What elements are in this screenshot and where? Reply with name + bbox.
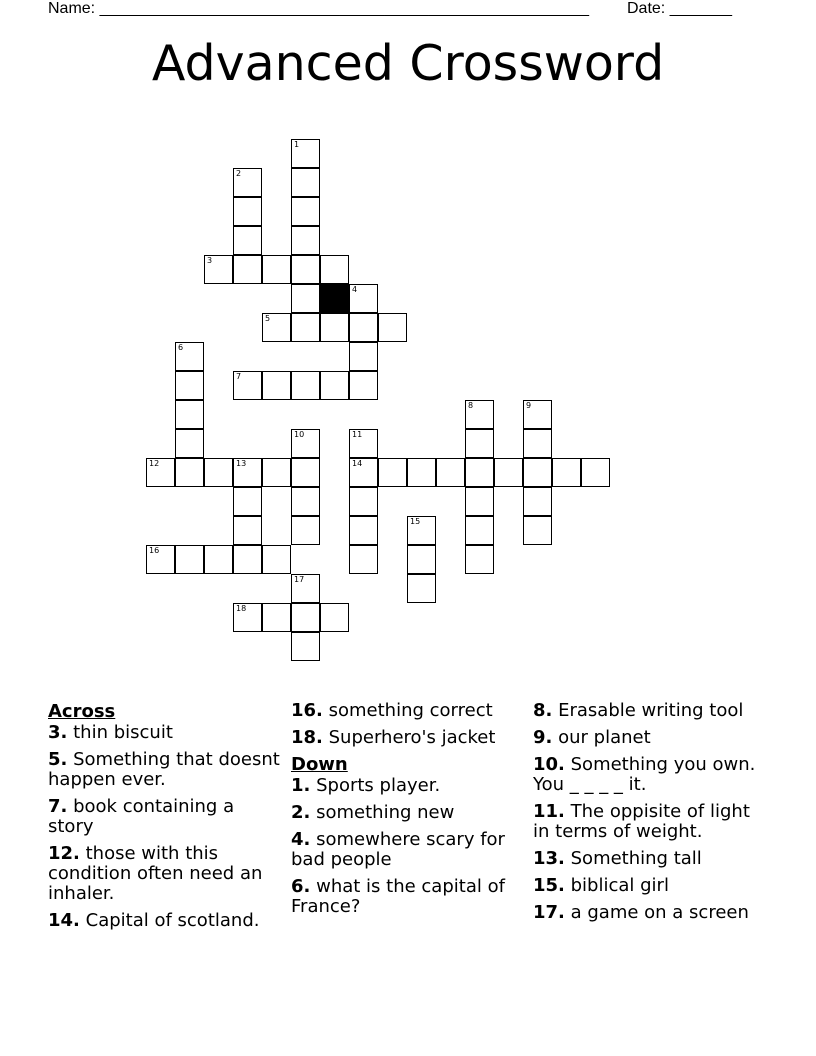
grid-cell[interactable]	[581, 458, 610, 487]
clue-number: 1	[294, 140, 300, 149]
clue-number: 18	[236, 604, 247, 613]
clue-down-1: 1. Sports player.	[291, 775, 441, 796]
clue-across-7: 7. book containing a story	[48, 796, 235, 837]
clue-number: 7	[236, 372, 242, 381]
grid-cell[interactable]	[291, 197, 320, 226]
clue-across-12: 12. those with this condition often need an inhaler.	[48, 843, 263, 904]
grid-cell[interactable]	[291, 487, 320, 516]
clue-down-13: 13. Something tall	[533, 848, 702, 869]
clue-number: 11	[352, 430, 363, 439]
grid-cell[interactable]	[262, 255, 291, 284]
clue-across-16: 16. something correct	[291, 700, 493, 721]
grid-cell[interactable]	[291, 313, 320, 342]
clue-number: 5	[265, 314, 271, 323]
grid-cell[interactable]	[291, 371, 320, 400]
grid-cell[interactable]	[233, 197, 262, 226]
clue-number: 9	[526, 401, 532, 410]
grid-cell[interactable]	[465, 516, 494, 545]
grid-cell[interactable]	[291, 255, 320, 284]
grid-cell[interactable]	[175, 400, 204, 429]
clue-number: 13	[236, 459, 247, 468]
grid-cell[interactable]	[291, 429, 320, 458]
clue-down-9: 9. our planet	[533, 727, 651, 748]
grid-cell[interactable]	[262, 545, 291, 574]
grid-cell[interactable]	[262, 313, 291, 342]
across-heading: Across	[48, 701, 116, 722]
grid-cell[interactable]	[291, 574, 320, 603]
grid-cell[interactable]	[233, 255, 262, 284]
grid-cell[interactable]	[465, 545, 494, 574]
clue-down-6: 6. what is the capital of France?	[291, 876, 505, 917]
grid-cell[interactable]	[291, 226, 320, 255]
grid-cell[interactable]	[291, 632, 320, 661]
grid-cell[interactable]	[465, 400, 494, 429]
grid-cell[interactable]	[436, 458, 465, 487]
grid-cell[interactable]	[465, 487, 494, 516]
grid-cell[interactable]	[407, 458, 436, 487]
grid-cell[interactable]	[320, 255, 349, 284]
grid-cell[interactable]	[407, 545, 436, 574]
grid-cell[interactable]	[175, 429, 204, 458]
clue-across-5: 5. Something that doesnt happen ever.	[48, 749, 280, 790]
date-field: Date: _______	[627, 0, 732, 17]
grid-cell[interactable]	[204, 458, 233, 487]
clue-down-11: 11. The oppisite of light in terms of weight.	[533, 801, 750, 842]
grid-block	[320, 284, 349, 313]
clue-number: 17	[294, 575, 305, 584]
clue-number: 6	[178, 343, 184, 352]
grid-cell[interactable]	[523, 458, 552, 487]
grid-cell[interactable]	[233, 226, 262, 255]
grid-cell[interactable]	[291, 284, 320, 313]
grid-cell[interactable]	[291, 458, 320, 487]
grid-cell[interactable]	[291, 603, 320, 632]
grid-cell[interactable]	[465, 458, 494, 487]
grid-cell[interactable]	[233, 371, 262, 400]
clue-down-17: 17. a game on a screen	[533, 902, 749, 923]
grid-cell[interactable]	[320, 371, 349, 400]
grid-cell[interactable]	[349, 516, 378, 545]
grid-cell[interactable]	[204, 255, 233, 284]
grid-cell[interactable]	[233, 545, 262, 574]
grid-cell[interactable]	[349, 545, 378, 574]
clue-number: 8	[468, 401, 474, 410]
grid-cell[interactable]	[291, 139, 320, 168]
grid-cell[interactable]	[349, 284, 378, 313]
grid-cell[interactable]	[320, 313, 349, 342]
grid-cell[interactable]	[146, 458, 175, 487]
grid-cell[interactable]	[523, 429, 552, 458]
grid-cell[interactable]	[523, 487, 552, 516]
grid-cell[interactable]	[523, 400, 552, 429]
grid-cell[interactable]	[233, 603, 262, 632]
grid-cell[interactable]	[204, 545, 233, 574]
name-field: Name: _______________________________________________________	[48, 0, 589, 17]
grid-cell[interactable]	[349, 371, 378, 400]
clue-column-2	[291, 701, 526, 924]
clue-number: 15	[410, 517, 421, 526]
clue-column-3	[533, 701, 768, 930]
clue-number: 4	[352, 285, 358, 294]
grid-cell[interactable]	[320, 603, 349, 632]
clue-down-8: 8. Erasable writing tool	[533, 700, 744, 721]
clue-number: 12	[149, 459, 160, 468]
grid-cell[interactable]	[349, 342, 378, 371]
grid-cell[interactable]	[233, 458, 262, 487]
grid-cell[interactable]	[378, 313, 407, 342]
clue-across-3: 3. thin biscuit	[48, 722, 173, 743]
grid-cell[interactable]	[233, 516, 262, 545]
clue-down-15: 15. biblical girl	[533, 875, 669, 896]
grid-cell[interactable]	[146, 545, 175, 574]
grid-cell[interactable]	[175, 342, 204, 371]
clue-down-2: 2. something new	[291, 802, 455, 823]
grid-cell[interactable]	[291, 516, 320, 545]
grid-cell[interactable]	[349, 487, 378, 516]
grid-cell[interactable]	[407, 574, 436, 603]
grid-cell[interactable]	[233, 168, 262, 197]
clue-number: 2	[236, 169, 242, 178]
clue-number: 10	[294, 430, 305, 439]
clue-number: 14	[352, 459, 363, 468]
clue-number: 16	[149, 546, 160, 555]
grid-cell[interactable]	[262, 458, 291, 487]
clue-down-4: 4. somewhere scary for bad people	[291, 829, 505, 870]
clue-number: 3	[207, 256, 213, 265]
grid-cell[interactable]	[233, 487, 262, 516]
clue-down-10: 10. Something you own. You _ _ _ _ it.	[533, 754, 756, 795]
grid-cell[interactable]	[349, 458, 378, 487]
clue-across-18: 18. Superhero's jacket	[291, 727, 496, 748]
grid-cell[interactable]	[262, 603, 291, 632]
grid-cell[interactable]	[291, 168, 320, 197]
grid-cell[interactable]	[552, 458, 581, 487]
grid-cell[interactable]	[262, 371, 291, 400]
grid-cell[interactable]	[465, 429, 494, 458]
grid-cell[interactable]	[494, 458, 523, 487]
grid-cell[interactable]	[349, 313, 378, 342]
page-title: Advanced Crossword	[151, 35, 665, 92]
grid-cell[interactable]	[523, 516, 552, 545]
grid-cell[interactable]	[175, 545, 204, 574]
grid-cell[interactable]	[175, 371, 204, 400]
clue-column-1	[48, 701, 283, 938]
grid-cell[interactable]	[407, 516, 436, 545]
grid-cell[interactable]	[378, 458, 407, 487]
grid-cell[interactable]	[175, 458, 204, 487]
clue-across-14: 14. Capital of scotland.	[48, 910, 260, 931]
grid-cell[interactable]	[349, 429, 378, 458]
down-heading: Down	[291, 754, 348, 775]
